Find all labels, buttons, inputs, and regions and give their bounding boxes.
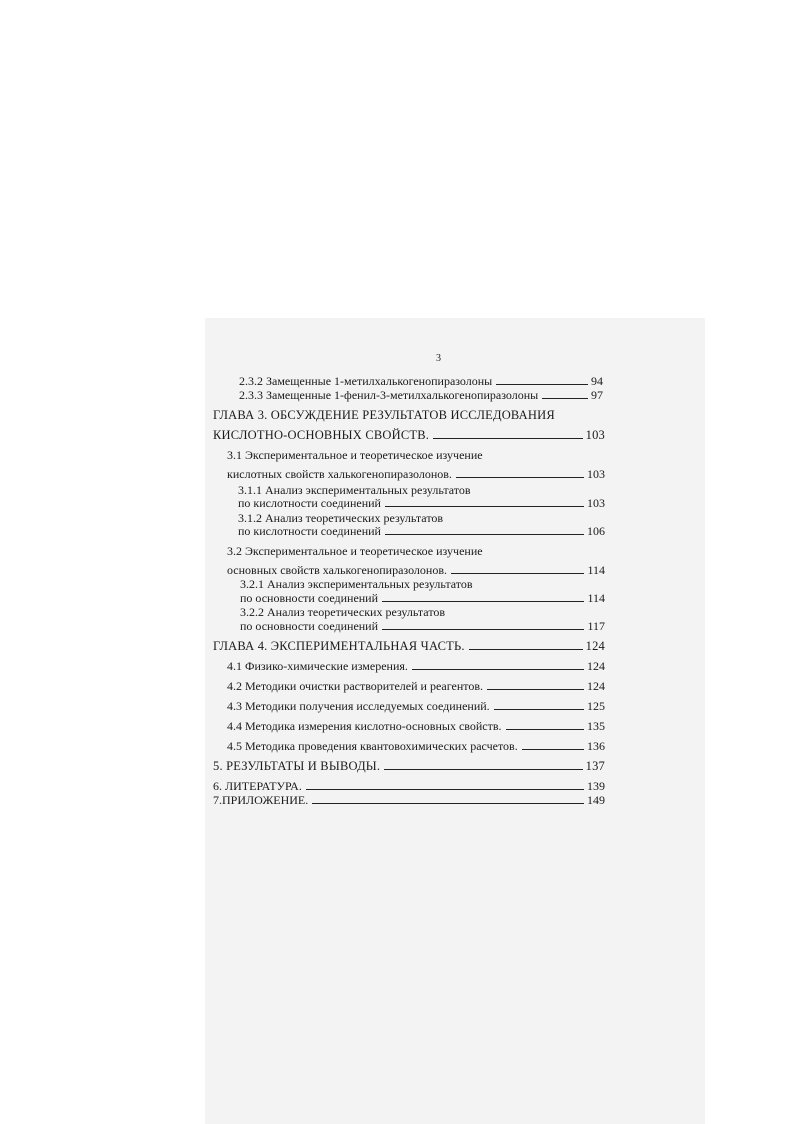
toc-section-3-2-1-line1: 3.2.1 Анализ экспериментальных результатов <box>240 577 473 591</box>
toc-section-3-1 <box>227 467 605 481</box>
toc-entry-2-3-3 <box>239 388 603 402</box>
page-number: 3 <box>436 353 441 364</box>
toc-entry-page: 117 <box>587 619 605 633</box>
toc-entry-page: 114 <box>587 563 605 577</box>
toc-entry-title: ГЛАВА 4. ЭКСПЕРИМЕНТАЛЬНАЯ ЧАСТЬ. <box>213 639 465 653</box>
toc-entry-page: 94 <box>591 374 603 388</box>
toc-entry-page: 149 <box>587 793 605 807</box>
toc-chapter-3 <box>213 428 605 442</box>
toc-section-4-3 <box>227 699 605 713</box>
leader-line <box>385 506 584 507</box>
toc-entry-title: 4.2 Методики очистки растворителей и реагентов. <box>227 679 484 693</box>
leader-line <box>306 789 584 790</box>
toc-section-3-1-2 <box>238 524 605 538</box>
toc-section-3-1-1-line1: 3.1.1 Анализ экспериментальных результатов <box>238 483 471 497</box>
toc-section-4-4 <box>227 719 605 733</box>
toc-section-3-2-1 <box>240 591 605 605</box>
toc-entry-title: по основности соединений <box>240 591 379 605</box>
leader-line <box>456 477 584 478</box>
toc-section-3-2-2-line1: 3.2.2 Анализ теоретических результатов <box>240 605 446 619</box>
toc-section-3-1-line1: 3.1 Экспериментальное и теоретическое изучение <box>227 448 483 462</box>
toc-entry-page: 136 <box>587 739 605 753</box>
toc-entry-title: 2.3.2 Замещенные 1-метилхалькогенопиразолоны <box>239 374 493 388</box>
toc-section-3-2 <box>227 563 605 577</box>
toc-entry-page: 103 <box>585 428 605 442</box>
leader-line <box>385 534 584 535</box>
toc-entry-title: 4.4 Методика измерения кислотно-основных свойств. <box>227 719 502 733</box>
leader-line <box>522 749 584 750</box>
toc-entry-page: 124 <box>587 679 605 693</box>
leader-line <box>412 669 584 670</box>
toc-entry-page: 125 <box>587 699 605 713</box>
toc-chapter-4 <box>213 639 605 653</box>
toc-entry-title: 4.1 Физико-химические измерения. <box>227 659 408 673</box>
toc-entry-title: кислотных свойств халькогенопиразолонов. <box>227 467 452 481</box>
toc-entry-page: 106 <box>587 524 605 538</box>
toc-entry-page: 124 <box>585 639 605 653</box>
toc-entry-page: 103 <box>587 496 605 510</box>
toc-entry-title: основных свойств халькогенопиразолонов. <box>227 563 447 577</box>
toc-entry-title: по кислотности соединений <box>238 524 381 538</box>
leader-line <box>451 573 584 574</box>
leader-line <box>506 729 584 730</box>
toc-chapter-3-line1: ГЛАВА 3. ОБСУЖДЕНИЕ РЕЗУЛЬТАТОВ ИССЛЕДОВАНИЯ <box>213 408 555 422</box>
leader-line <box>433 438 583 439</box>
toc-entry-title: по основности соединений <box>240 619 379 633</box>
toc-entry-page: 137 <box>585 759 605 773</box>
toc-entry-title: КИСЛОТНО-ОСНОВНЫХ СВОЙСТВ. <box>213 428 430 442</box>
toc-entry-title: 4.5 Методика проведения квантовохимических расчетов. <box>227 739 518 753</box>
leader-line <box>542 398 588 399</box>
toc-entry-page: 139 <box>587 779 605 793</box>
toc-entry-title: 2.3.3 Замещенные 1-фенил-3-метилхалькогенопиразолоны <box>239 388 539 402</box>
toc-entry-page: 124 <box>587 659 605 673</box>
toc-entry-title: 5. РЕЗУЛЬТАТЫ И ВЫВОДЫ. <box>213 759 381 773</box>
toc-section-4-5 <box>227 739 605 753</box>
leader-line <box>494 709 584 710</box>
toc-entry-2-3-2 <box>239 374 603 388</box>
leader-line <box>312 803 584 804</box>
toc-section-3-2-line1: 3.2 Экспериментальное и теоретическое изучение <box>227 544 483 558</box>
toc-entry-page: 114 <box>587 591 605 605</box>
toc-entry-title: 4.3 Методики получения исследуемых соединений. <box>227 699 490 713</box>
toc-entry-page: 135 <box>587 719 605 733</box>
toc-entry-page: 103 <box>587 467 605 481</box>
toc-entry-title: 6. ЛИТЕРАТУРА. <box>213 779 302 793</box>
toc-entry-page: 97 <box>591 388 603 402</box>
leader-line <box>469 649 583 650</box>
toc-section-3-1-1 <box>238 496 605 510</box>
leader-line <box>487 689 584 690</box>
leader-line <box>384 769 582 770</box>
leader-line <box>496 384 588 385</box>
toc-results <box>213 759 605 773</box>
toc-section-4-2 <box>227 679 605 693</box>
toc-entry-title: 7.ПРИЛОЖЕНИЕ. <box>213 793 309 807</box>
toc-section-3-2-2 <box>240 619 605 633</box>
toc-appendix <box>213 793 605 807</box>
toc-entry-title: по кислотности соединений <box>238 496 381 510</box>
toc-section-3-1-2-line1: 3.1.2 Анализ теоретических результатов <box>238 511 444 525</box>
leader-line <box>382 629 584 630</box>
leader-line <box>382 601 584 602</box>
toc-section-4-1 <box>227 659 605 673</box>
toc-literature <box>213 779 605 793</box>
